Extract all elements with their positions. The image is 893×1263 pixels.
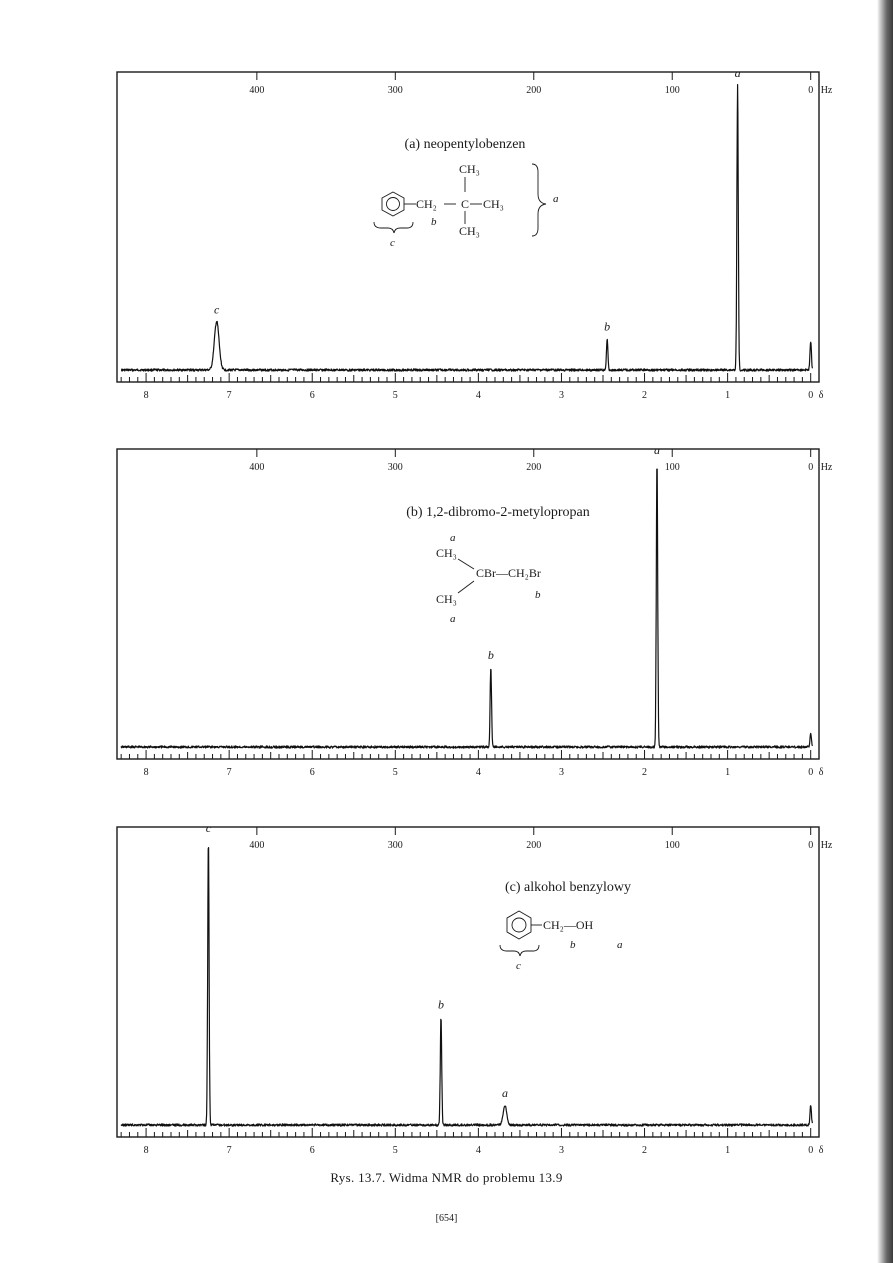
ppm-tick-label: 4 — [475, 767, 481, 778]
ppm-tick-label: 6 — [309, 390, 315, 401]
ppm-axis — [121, 373, 824, 401]
ppm-tick-label: 8 — [143, 390, 149, 401]
ppm-tick-label: 8 — [143, 767, 149, 778]
peak-label-c: c — [205, 821, 212, 835]
ch2-group: CH₂ — [416, 197, 437, 211]
ppm-unit-label: δ — [818, 767, 824, 778]
spectrum-frame — [117, 449, 819, 759]
ppm-unit-label: δ — [818, 1145, 824, 1156]
spectrum-title: (c) alkohol benzylowy — [505, 880, 631, 895]
label-a-bottom: a — [450, 613, 456, 625]
ppm-tick-label: 1 — [725, 390, 731, 401]
benzene-ring — [382, 192, 404, 216]
label-a: a — [553, 193, 559, 205]
ch2-oh-group: CH₂—OH — [543, 918, 594, 932]
ppm-tick-label: 1 — [725, 767, 731, 778]
peak-label-b: b — [487, 648, 494, 663]
hz-tick-label: 300 — [387, 85, 403, 96]
ch3-top: CH₃ — [436, 546, 457, 560]
ch3-bottom: CH₃ — [436, 592, 457, 606]
spectrum-title: (b) 1,2-dibromo-2-metylopropan — [406, 505, 590, 520]
label-c: c — [516, 960, 521, 972]
brace-c — [500, 945, 539, 956]
ppm-tick-label: 5 — [392, 390, 398, 401]
label-a-top: a — [450, 532, 456, 544]
ppm-unit-label: δ — [818, 390, 824, 401]
benzene-ring-inner — [512, 918, 526, 932]
label-b: b — [535, 589, 541, 601]
peak-label-b: b — [604, 319, 611, 334]
hz-axis — [249, 449, 833, 473]
cbr-ch2br: CBr—CH₂Br — [476, 566, 541, 580]
hz-tick-label: 400 — [249, 840, 265, 851]
hz-tick-label: 400 — [249, 462, 265, 473]
hz-tick-label: 300 — [387, 840, 403, 851]
peak-labels — [488, 443, 660, 662]
hz-tick-label: 100 — [664, 462, 680, 473]
label-c: c — [390, 237, 395, 249]
hz-unit-label: Hz — [820, 85, 833, 96]
ppm-tick-label: 0 — [808, 767, 814, 778]
ppm-tick-label: 6 — [309, 767, 315, 778]
ppm-tick-label: 7 — [226, 767, 232, 778]
hz-tick-label: 200 — [526, 840, 542, 851]
ppm-axis — [121, 1128, 824, 1156]
ch3-top: CH₃ — [459, 162, 480, 176]
ch3-right: CH₃ — [483, 197, 504, 211]
ppm-tick-label: 3 — [558, 390, 564, 401]
ppm-tick-label: 5 — [392, 767, 398, 778]
brace-c — [374, 222, 413, 233]
spectrum-c — [0, 815, 893, 1165]
hz-tick-label: 0 — [808, 85, 814, 96]
ppm-tick-label: 0 — [808, 390, 814, 401]
hz-tick-label: 0 — [808, 840, 814, 851]
spectrum-a — [0, 60, 893, 410]
spectrum-frame — [117, 827, 819, 1137]
peak-label-a: a — [734, 66, 741, 80]
peak-label-a: a — [501, 1086, 508, 1101]
ppm-tick-label: 4 — [475, 390, 481, 401]
ppm-tick-label: 5 — [392, 1145, 398, 1156]
ppm-tick-label: 2 — [642, 390, 648, 401]
peak-label-a: a — [654, 443, 660, 457]
molecule-neopentylbenzene — [374, 162, 559, 249]
ppm-tick-label: 6 — [309, 1145, 315, 1156]
ppm-tick-label: 3 — [558, 767, 564, 778]
ppm-tick-label: 0 — [808, 1145, 814, 1156]
hz-unit-label: Hz — [820, 462, 833, 473]
molecule-dibromomethylpropane — [436, 532, 541, 625]
ppm-tick-label: 2 — [642, 1145, 648, 1156]
label-b: b — [431, 216, 437, 228]
figure-caption: Rys. 13.7. Widma NMR do problemu 13.9 — [330, 1170, 563, 1185]
label-a: a — [617, 939, 623, 951]
quaternary-carbon: C — [461, 197, 470, 211]
peak-label-c: c — [214, 302, 220, 317]
benzene-ring-inner — [387, 198, 400, 211]
molecule-benzyl-alcohol — [500, 911, 623, 972]
ppm-tick-label: 1 — [725, 1145, 731, 1156]
ppm-tick-label: 3 — [558, 1145, 564, 1156]
ch3-bottom: CH₃ — [459, 224, 480, 238]
ppm-tick-label: 4 — [475, 1145, 481, 1156]
brace-a — [532, 164, 546, 236]
hz-axis — [249, 72, 833, 96]
hz-tick-label: 400 — [249, 85, 265, 96]
hz-tick-label: 200 — [526, 462, 542, 473]
hz-tick-label: 0 — [808, 462, 814, 473]
ppm-tick-label: 8 — [143, 1145, 149, 1156]
hz-unit-label: Hz — [820, 840, 833, 851]
spectrum-trace — [121, 848, 812, 1127]
bond — [458, 559, 474, 569]
hz-tick-label: 200 — [526, 85, 542, 96]
benzene-ring — [507, 911, 531, 939]
page-number: [654] — [435, 1213, 458, 1224]
ppm-tick-label: 2 — [642, 767, 648, 778]
hz-tick-label: 300 — [387, 462, 403, 473]
hz-tick-label: 100 — [664, 85, 680, 96]
spectrum-b — [0, 437, 893, 787]
peak-label-b: b — [438, 997, 444, 1012]
ppm-tick-label: 7 — [226, 1145, 232, 1156]
ppm-tick-label: 7 — [226, 390, 232, 401]
peak-labels — [206, 821, 508, 1100]
bond — [458, 581, 474, 593]
peak-labels — [214, 66, 741, 334]
hz-tick-label: 100 — [664, 840, 680, 851]
hz-axis — [249, 827, 833, 851]
label-b: b — [570, 939, 576, 951]
ppm-axis — [121, 750, 824, 778]
spectrum-title: (a) neopentylobenzen — [404, 137, 526, 152]
